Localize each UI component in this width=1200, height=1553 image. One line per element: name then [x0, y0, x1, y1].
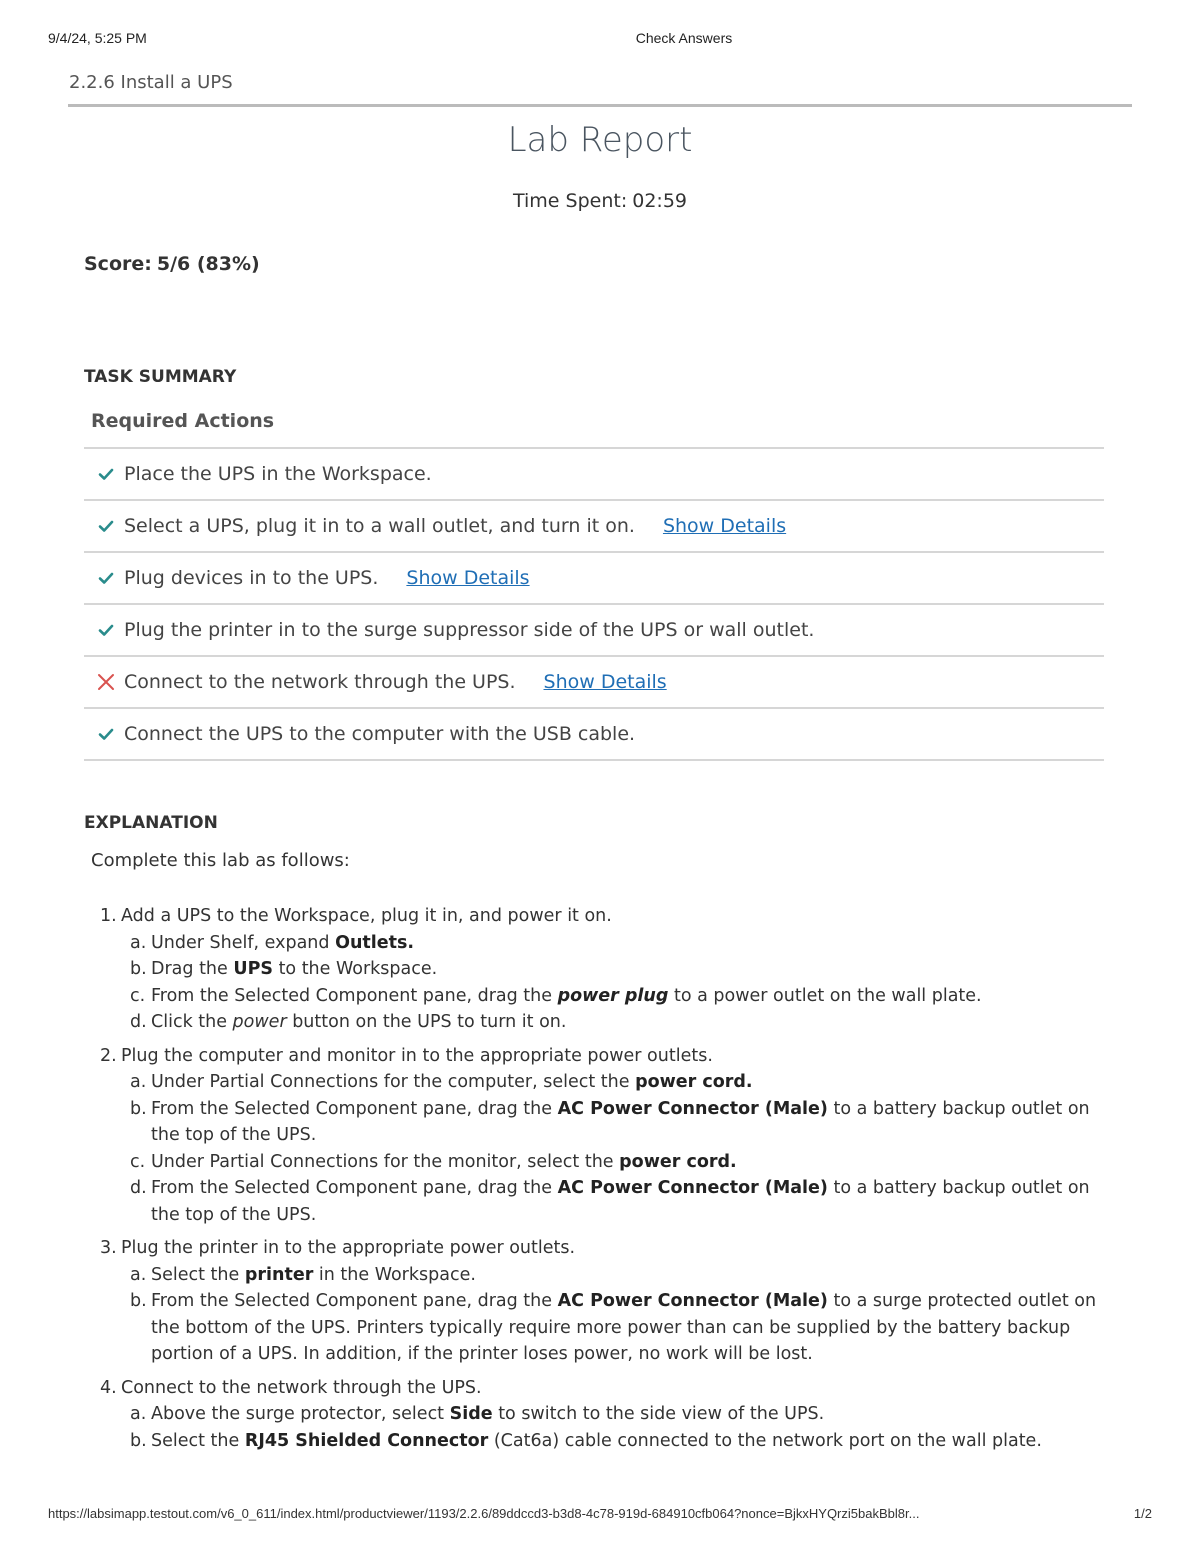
- action-row: [84, 553, 1104, 605]
- x-icon: [96, 672, 116, 692]
- substep-item: [130, 930, 1100, 957]
- step-number: 3.: [100, 1238, 117, 1258]
- step-item: [100, 1375, 1100, 1455]
- substep-list: [100, 1262, 1100, 1368]
- substep-item: [130, 1262, 1100, 1289]
- print-datetime: 9/4/24, 5:25 PM: [48, 30, 147, 46]
- substep-text-part: to a battery backup outlet on the top of the UPS.: [151, 1098, 1090, 1145]
- substep-letter: a.: [130, 1264, 147, 1285]
- check-icon: [96, 620, 116, 640]
- substep-item: [130, 983, 1100, 1010]
- required-actions-heading: Required Actions: [91, 410, 275, 432]
- step-item: [100, 1043, 1100, 1229]
- check-icon: [96, 464, 116, 484]
- substep-text-part: Under Partial Connections for the monitor, select the: [151, 1151, 620, 1172]
- substep-text-part: Above the surge protector, select: [151, 1404, 450, 1424]
- substep-text-part: power: [232, 1012, 287, 1032]
- substep-letter: d.: [130, 1012, 147, 1032]
- substep-list: [100, 1401, 1100, 1454]
- required-actions-list: [84, 447, 1104, 761]
- substep-text-part: Under Shelf, expand: [151, 932, 336, 953]
- check-icon: [96, 568, 116, 588]
- substep-text-part: printer: [244, 1264, 314, 1285]
- substep-text-part: power cord.: [635, 1072, 753, 1092]
- print-footer: [48, 1506, 1152, 1526]
- step-number: 1.: [100, 906, 117, 926]
- substep-text-part: AC Power Connector (Male): [557, 1178, 828, 1198]
- header-divider: [68, 104, 1132, 107]
- step-item: [100, 1235, 1100, 1368]
- substep-item: [130, 1175, 1100, 1228]
- substep-text-part: power cord.: [619, 1151, 737, 1172]
- action-text: Select a UPS, plug it in to a wall outlet, and turn it on.: [124, 515, 635, 537]
- step-number: 2.: [100, 1045, 117, 1066]
- action-row: [84, 501, 1104, 553]
- substep-text-part: From the Selected Component pane, drag the: [151, 985, 558, 1006]
- substep-item: [130, 1069, 1100, 1096]
- substep-text-part: Side: [449, 1404, 493, 1424]
- substep-text-part: to a surge protected outlet on the bottom of the UPS. Printers typically require more power than can be supplied by the battery backup portion of a UPS. In addition, if the printer loses power, no work will be lost.: [151, 1291, 1097, 1364]
- substep-text-part: in the Workspace.: [313, 1264, 476, 1285]
- show-details-link[interactable]: Show Details: [406, 567, 530, 589]
- substep-item: [130, 1288, 1100, 1368]
- substep-text-part: Outlets.: [335, 932, 415, 953]
- substep-text-part: From the Selected Component pane, drag the: [151, 1291, 558, 1311]
- check-icon: [96, 516, 116, 536]
- substep-item: [130, 1009, 1100, 1036]
- action-row: [84, 657, 1104, 709]
- substep-letter: c.: [130, 1151, 146, 1172]
- substep-text-part: Click the: [151, 1012, 233, 1032]
- substep-text-part: RJ45 Shielded Connector: [244, 1430, 489, 1451]
- substep-text-part: to a battery backup outlet on the top of the UPS.: [151, 1178, 1090, 1225]
- action-row: [84, 709, 1104, 761]
- action-text: Place the UPS in the Workspace.: [124, 463, 432, 485]
- substep-list: [100, 930, 1100, 1036]
- substep-text-part: button on the UPS to turn it on.: [286, 1012, 567, 1032]
- substep-letter: c.: [130, 985, 146, 1006]
- step-text: Plug the computer and monitor in to the appropriate power outlets.: [121, 1045, 713, 1066]
- action-text: Connect to the network through the UPS.: [124, 671, 516, 693]
- explanation-steps: [100, 903, 1100, 1461]
- substep-text-part: to the Workspace.: [273, 959, 438, 979]
- action-text: Connect the UPS to the computer with the USB cable.: [124, 723, 636, 745]
- report-title: Lab Report: [507, 120, 693, 160]
- time-spent-value: 02:59: [632, 190, 687, 212]
- course-title: 2.2.6 Install a UPS: [69, 72, 233, 93]
- substep-text-part: to switch to the side view of the UPS.: [492, 1404, 825, 1424]
- substep-text-part: Select the: [151, 1430, 245, 1451]
- step-line: [100, 1235, 1100, 1262]
- step-number: 4.: [100, 1377, 117, 1398]
- task-summary-heading: TASK SUMMARY: [84, 367, 237, 387]
- substep-text-part: AC Power Connector (Male): [557, 1291, 828, 1311]
- show-details-link[interactable]: Show Details: [662, 515, 787, 537]
- explanation-heading: EXPLANATION: [84, 813, 218, 833]
- action-row: [84, 605, 1104, 657]
- show-details-link[interactable]: Show Details: [543, 671, 667, 693]
- page-number: 1/2: [1133, 1506, 1152, 1521]
- step-text: Plug the printer in to the appropriate power outlets.: [121, 1238, 576, 1258]
- substep-text-part: (Cat6a) cable connected to the network port on the wall plate.: [488, 1430, 1042, 1451]
- substep-text-part: AC Power Connector (Male): [557, 1098, 828, 1119]
- step-line: [100, 1375, 1100, 1402]
- explanation-intro: Complete this lab as follows:: [91, 850, 350, 871]
- step-item: [100, 903, 1100, 1036]
- substep-letter: a.: [130, 1072, 147, 1092]
- substep-letter: b.: [130, 959, 147, 979]
- substep-item: [130, 1401, 1100, 1428]
- score-label: Score:: [84, 253, 152, 275]
- substep-letter: b.: [130, 1098, 147, 1119]
- substep-text-part: Under Partial Connections for the computer, select the: [151, 1072, 636, 1092]
- score: [84, 253, 260, 275]
- substep-item: [130, 1428, 1100, 1455]
- step-text: Connect to the network through the UPS.: [121, 1377, 482, 1398]
- substep-letter: d.: [130, 1178, 147, 1198]
- action-text: Plug the printer in to the surge suppressor side of the UPS or wall outlet.: [124, 619, 815, 641]
- substep-text-part: to a power outlet on the wall plate.: [668, 985, 982, 1006]
- print-page-title: Check Answers: [635, 30, 733, 46]
- substep-item: [130, 1149, 1100, 1176]
- substep-text-part: From the Selected Component pane, drag the: [151, 1178, 558, 1198]
- print-url: https://labsimapp.testout.com/v6_0_611/index.html/productviewer/1193/2.2.6/89ddccd3-b3d8-4c78-919d-684910cfb064?nonce=BjkxHYQrzi5bakBbl8r...: [48, 1506, 920, 1521]
- step-text: Add a UPS to the Workspace, plug it in, and power it on.: [121, 906, 612, 926]
- step-line: [100, 903, 1100, 930]
- substep-item: [130, 1096, 1100, 1149]
- step-line: [100, 1043, 1100, 1070]
- substep-letter: b.: [130, 1291, 147, 1311]
- substep-text-part: power plug: [557, 985, 669, 1006]
- substep-text-part: Select the: [151, 1264, 245, 1285]
- substep-list: [100, 1069, 1100, 1228]
- time-spent: [0, 190, 1200, 212]
- substep-item: [130, 956, 1100, 983]
- action-text: Plug devices in to the UPS.: [124, 567, 379, 589]
- print-header: [0, 30, 1200, 50]
- check-icon: [96, 724, 116, 744]
- substep-letter: a.: [130, 1404, 147, 1424]
- substep-text-part: Drag the: [151, 959, 234, 979]
- substep-text-part: UPS: [233, 959, 273, 979]
- substep-text-part: From the Selected Component pane, drag the: [151, 1098, 558, 1119]
- action-row: [84, 449, 1104, 501]
- substep-letter: a.: [130, 932, 147, 953]
- time-spent-label: Time Spent:: [512, 190, 628, 212]
- substep-letter: b.: [130, 1430, 147, 1451]
- score-value: 5/6 (83%): [156, 253, 260, 275]
